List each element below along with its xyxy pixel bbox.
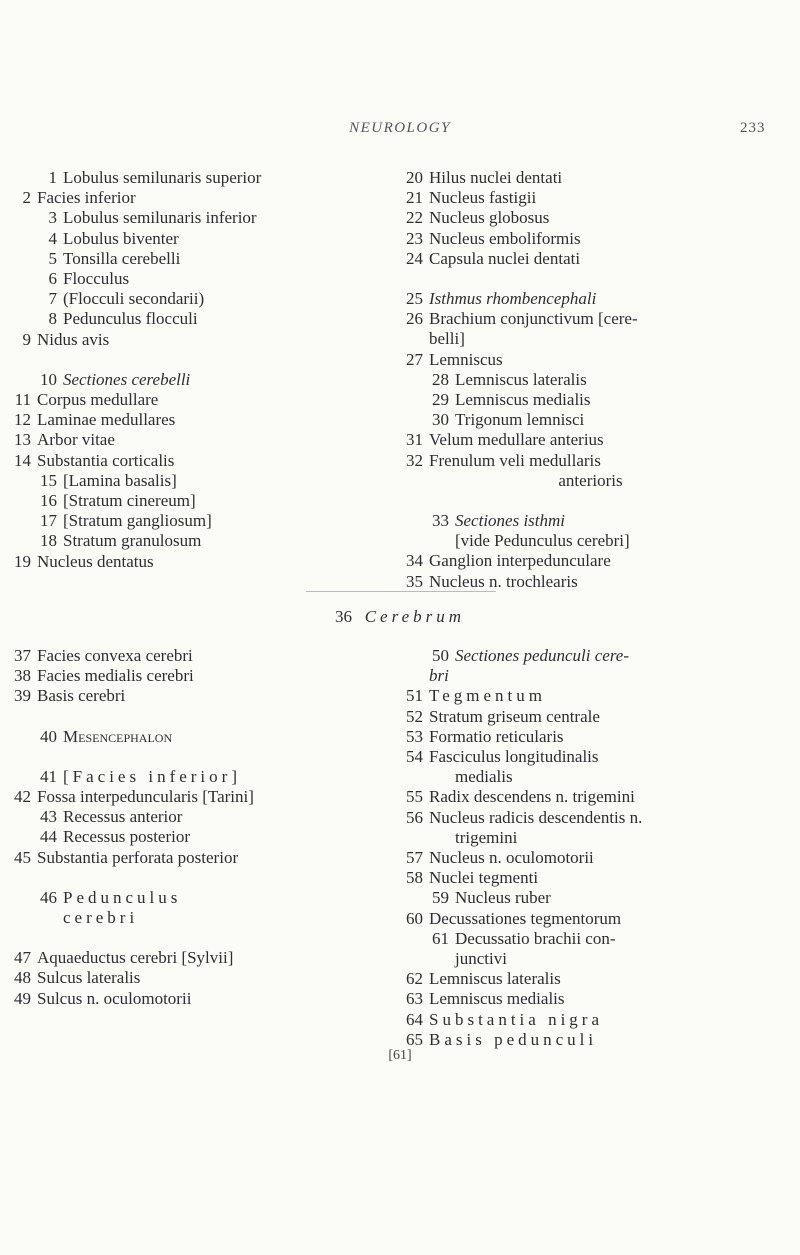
term-number: 34 [406,551,423,571]
term-entry [0,330,360,350]
entry-gap [0,868,375,888]
term-entry [0,471,360,491]
term-label: anterioris [558,470,623,490]
term-label: Decussationes tegmentorum [429,908,622,928]
term-entry [0,552,360,572]
term-number: 7 [48,289,57,309]
term-entry [392,208,792,228]
term-entry [392,727,800,747]
term-entry [392,229,792,249]
term-label: Nucleus fastigii [429,188,537,208]
bottom-right-column [392,646,800,1050]
term-entry [392,767,800,787]
term-label: Nuclei tegmenti [429,868,539,888]
term-label: Fasciculus longitudinalis [429,747,599,767]
term-number: 47 [14,948,31,968]
term-number: 15 [40,470,57,490]
term-entry [0,807,375,827]
entry-gap [0,747,375,767]
term-entry [392,309,792,329]
term-number: 30 [432,410,449,430]
term-number: 63 [406,989,423,1009]
term-number: 58 [406,868,423,888]
term-label: Nucleus n. trochlearis [429,571,578,591]
entry-gap [392,491,792,511]
term-label: Formatio reticularis [429,726,564,746]
term-label: Mesencephalon [63,726,173,746]
term-label: Trigonum lemnisci [455,410,585,430]
term-number: 5 [48,248,57,268]
term-number: 33 [432,511,449,531]
term-number: 24 [406,248,423,268]
term-label: Lemniscus lateralis [455,369,587,389]
term-number: 2 [22,188,31,208]
term-label: Isthmus rhombencephali [429,289,597,309]
term-entry [392,430,792,450]
term-entry [392,989,800,1009]
term-entry [392,848,800,868]
term-label: Pedunculus [63,887,182,907]
term-number: 56 [406,807,423,827]
term-entry [392,828,800,848]
term-number: 10 [40,369,57,389]
term-number: 45 [14,847,31,867]
term-entry [0,767,375,787]
term-entry [0,646,375,666]
term-label: Facies medialis cerebri [37,666,194,686]
term-entry [392,666,800,686]
term-entry [392,511,792,531]
term-number: 19 [14,551,31,571]
term-number: 54 [406,747,423,767]
term-number: 16 [40,491,57,511]
term-entry [392,787,800,807]
term-label: belli] [429,329,465,349]
term-label: bri [429,666,449,686]
term-label: Flocculus [63,269,130,289]
term-number: 31 [406,430,423,450]
term-entry [392,888,800,908]
term-entry [0,451,360,471]
term-number: 25 [406,289,423,309]
term-label: Recessus anterior [63,807,183,827]
term-entry [392,646,800,666]
entry-gap [0,707,375,727]
section-title-text: Cerebrum [364,607,466,626]
term-label: Tonsilla cerebelli [63,248,181,268]
term-label: Lobulus semilunaris inferior [63,208,257,228]
term-number: 37 [14,646,31,665]
section-divider [306,591,496,592]
term-number: 38 [14,666,31,686]
term-entry [0,968,375,988]
term-entry [392,390,792,410]
term-number: 9 [22,329,31,349]
term-label: Sulcus lateralis [37,968,141,988]
term-label: Basis cerebri [37,686,126,706]
term-number: 20 [406,168,423,187]
term-number: 11 [14,390,31,410]
term-number: 57 [406,848,423,868]
term-number: 44 [40,827,57,847]
term-label: Nucleus n. oculomotorii [429,848,594,868]
term-number: 6 [48,269,57,289]
term-entry [392,370,792,390]
term-entry [392,868,800,888]
term-label: Ganglion interpedunculare [429,551,611,571]
term-entry [392,188,792,208]
term-label: Lemniscus lateralis [429,969,561,989]
term-label: Facies inferior [37,188,136,208]
term-number: 61 [432,928,449,948]
term-label: (Flocculi secondarii) [63,289,205,309]
term-entry [0,289,360,309]
term-entry [0,491,360,511]
term-number: 64 [406,1009,423,1029]
term-number: 46 [40,887,57,907]
term-number: 27 [406,349,423,369]
term-label: Sectiones pedunculi cere- [455,646,630,665]
term-label: Basis pedunculi [429,1029,598,1049]
term-number: 59 [432,888,449,908]
term-number: 26 [406,309,423,329]
term-number: 52 [406,706,423,726]
term-label: Pedunculus flocculi [63,309,198,329]
entry-gap [0,350,360,370]
term-label: Facies convexa cerebri [37,646,193,665]
term-number: 60 [406,908,423,928]
term-entry [0,249,360,269]
term-entry [392,289,792,309]
term-entry [0,888,375,908]
term-entry [0,168,360,188]
section-title-number: 36 [334,607,352,626]
term-entry [392,949,800,969]
term-label: Hilus nuclei dentati [429,168,563,187]
term-number: 4 [48,228,57,248]
entry-gap [392,269,792,289]
term-label: Nucleus emboliformis [429,228,581,248]
page-number: 233 [740,120,766,136]
term-label: trigemini [455,827,518,847]
term-entry [0,511,360,531]
term-entry [0,908,375,928]
term-entry [392,969,800,989]
term-entry [0,229,360,249]
term-entry [0,666,375,686]
term-number: 18 [40,531,57,551]
term-label: Lemniscus medialis [429,989,565,1009]
term-entry [0,848,375,868]
term-entry [0,208,360,228]
term-label: Substantia perforata posterior [37,847,239,867]
term-label: Nidus avis [37,329,110,349]
bottom-left-column [0,646,375,1009]
term-label: Radix descendens n. trigemini [429,787,635,807]
term-label: Decussatio brachii con- [455,928,616,948]
entry-gap [0,928,375,948]
term-label: Stratum griseum centrale [429,706,600,726]
term-entry [392,572,792,592]
term-entry [0,390,360,410]
term-entry [392,168,792,188]
term-number: 53 [406,726,423,746]
term-number: 50 [432,646,449,665]
top-right-column [392,168,792,592]
term-label: Velum medullare anterius [429,430,604,450]
term-entry [392,350,792,370]
term-label: [Stratum gangliosum] [63,511,212,531]
term-number: 17 [40,511,57,531]
term-entry [392,249,792,269]
term-number: 40 [40,726,57,746]
term-label: junctivi [455,949,507,969]
term-entry [0,686,375,706]
term-label: Tegmentum [429,686,546,706]
term-entry [392,531,792,551]
term-number: 13 [14,430,31,450]
term-number: 21 [406,188,423,208]
term-entry [392,747,800,767]
term-entry [392,808,800,828]
term-label: [vide Pedunculus cerebri] [455,531,630,551]
term-entry [0,430,360,450]
running-header-title: NEUROLOGY [349,120,451,136]
term-number: 1 [48,168,57,187]
term-label: Stratum granulosum [63,531,202,551]
term-entry [0,410,360,430]
term-entry [0,309,360,329]
term-label: Aquaeductus cerebri [Sylvii] [37,948,234,968]
term-entry [0,787,375,807]
term-entry [0,827,375,847]
term-label: Fossa interpeduncularis [Tarini] [37,787,254,807]
term-number: 3 [48,208,57,228]
term-entry [392,329,792,349]
term-label: Corpus medullare [37,390,159,410]
term-number: 35 [406,571,423,591]
term-entry [0,531,360,551]
term-label: Brachium conjunctivum [cere- [429,309,638,329]
plate-number: [61] [388,1048,412,1063]
term-label: Nucleus dentatus [37,551,154,571]
term-entry [392,1010,800,1030]
term-label: Lemniscus [429,349,503,369]
term-number: 14 [14,450,31,470]
term-number: 43 [40,807,57,827]
term-label: [Lamina basalis] [63,470,177,490]
term-number: 41 [40,766,57,786]
term-label: Laminae medullares [37,410,176,430]
term-entry [392,551,792,571]
term-label: Substantia corticalis [37,450,175,470]
term-entry [0,989,375,1009]
term-number: 51 [406,686,423,706]
term-entry [392,707,800,727]
term-number: 48 [14,968,31,988]
term-label: Substantia nigra [429,1009,604,1029]
term-label: [Facies inferior] [63,766,241,786]
term-entry [392,451,792,471]
term-entry [0,370,360,390]
term-label: Lobulus semilunaris superior [63,168,262,187]
term-entry [392,410,792,430]
term-number: 62 [406,969,423,989]
term-number: 49 [14,988,31,1008]
term-label: Nucleus radicis descendentis n. [429,807,643,827]
term-entry [392,909,800,929]
term-entry [0,188,360,208]
term-label: Lobulus biventer [63,228,179,248]
term-entry [392,471,792,491]
term-label: Sectiones isthmi [455,511,566,531]
term-label: medialis [455,767,513,787]
term-label: Sectiones cerebelli [63,369,191,389]
term-entry [0,727,375,747]
term-number: 55 [406,787,423,807]
term-number: 39 [14,686,31,706]
term-label: Recessus posterior [63,827,191,847]
term-number: 29 [432,390,449,410]
term-label: Capsula nuclei dentati [429,248,581,268]
term-label: Nucleus ruber [455,888,551,908]
term-label: Lemniscus medialis [455,390,591,410]
term-number: 23 [406,228,423,248]
top-left-column [0,168,360,572]
term-number: 22 [406,208,423,228]
term-label: Nucleus globosus [429,208,550,228]
term-label: Frenulum veli medullaris [429,450,601,470]
term-number: 28 [432,369,449,389]
term-label: Arbor vitae [37,430,115,450]
term-number: 42 [14,787,31,807]
term-number: 8 [48,309,57,329]
section-title-cerebrum [0,607,800,627]
term-entry [392,929,800,949]
term-entry [0,269,360,289]
term-number: 12 [14,410,31,430]
term-label: [Stratum cinereum] [63,491,196,511]
term-number: 32 [406,450,423,470]
term-number: 65 [406,1029,423,1049]
term-entry [0,948,375,968]
term-label: Sulcus n. oculomotorii [37,988,192,1008]
term-entry [392,686,800,706]
term-label: cerebri [63,908,139,928]
